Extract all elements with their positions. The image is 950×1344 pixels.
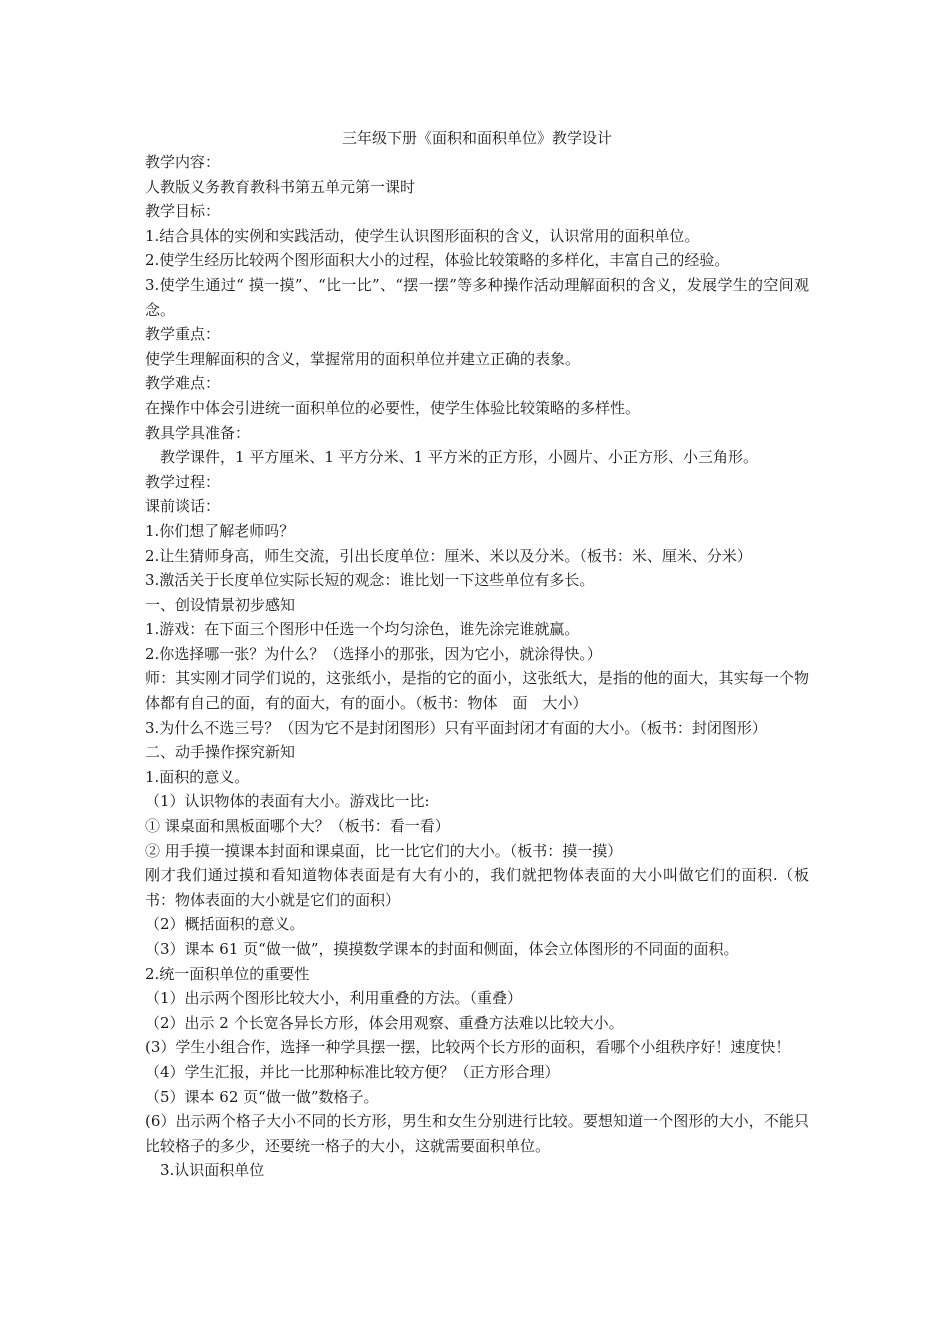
paragraph-line: （1）出示两个图形比较大小，利用重叠的方法。（重叠） <box>145 989 523 1008</box>
paragraph-line: (6）出示两个格子大小不同的长方形，男生和女生分别进行比较。要想知道一个图形的大小，不能只比较格子的多少，还要统一格子的大小，这就需要面积单位。 <box>145 1112 809 1155</box>
paragraph-line: 2.使学生经历比较两个图形面积大小的过程，体验比较策略的多样化，丰富自己的经验。 <box>145 251 730 270</box>
document-title: 三年级下册《面积和面积单位》教学设计 <box>341 129 612 147</box>
paragraph-line: 1.面积的意义。 <box>145 767 250 786</box>
paragraph-line: 教学课件，1 平方厘米、1 平方分米、1 平方米的正方形，小圆片、小正方形、小三角形。 <box>145 448 758 467</box>
paragraph-line: 3.使学生通过“ 摸一摸”、“比一比”、“摆一摆”等多种操作活动理解面积的含义，发展学生的空间观念。 <box>145 275 809 319</box>
paragraph-line: 1.游戏：在下面三个图形中任选一个均匀涂色，谁先涂完谁就赢。 <box>145 620 580 639</box>
paragraph-line: （2）概括面积的意义。 <box>145 915 305 934</box>
paragraph-line: 教学难点： <box>145 374 221 393</box>
paragraph-line: （1）认识物体的表面有大小。游戏比一比: <box>145 792 430 811</box>
paragraph-line: ① 课桌面和黑板面哪个大？（板书：看一看） <box>145 817 450 836</box>
paragraph-line: 教学内容： <box>145 153 221 171</box>
paragraph-line: 3.认识面积单位 <box>145 1161 265 1180</box>
paragraph-line: （2）出示 2 个长宽各异长方形，体会用观察、重叠方法难以比较大小。 <box>145 1013 624 1032</box>
paragraph-line: 二、动手操作探究新知 <box>145 743 296 762</box>
paragraph-line: 教学过程： <box>145 472 221 491</box>
paragraph-line: ② 用手摸一摸课本封面和课桌面，比一比它们的大小。（板书：摸一摸） <box>145 841 623 860</box>
document-body <box>145 150 809 1183</box>
paragraph-line: 使学生理解面积的含义，掌握常用的面积单位并建立正确的表象。 <box>145 349 581 368</box>
paragraph-line: 一、创设情景初步感知 <box>145 595 296 614</box>
paragraph-line: 师：其实刚才同学们说的，这张纸小，是指的它的面小，这张纸大，是指的他的面大，其实每一个物体都有自己的面，有的面大，有的面小。（板书：物体 面 大小） <box>145 669 809 713</box>
paragraph-line: (3）学生小组合作，选择一种学具摆一摆，比较两个长方形的面积，看哪个小组秩序好！速度快！ <box>145 1038 791 1057</box>
paragraph-line: 1.你们想了解老师吗？ <box>145 521 295 540</box>
paragraph-line: 教学目标： <box>145 202 221 221</box>
document-page <box>145 126 809 1183</box>
paragraph-line: 课前谈话： <box>145 497 221 516</box>
paragraph-line: 2.统一面积单位的重要性 <box>145 964 310 983</box>
paragraph-line: 刚才我们通过摸和看知道物体表面是有大有小的，我们就把物体表面的大小叫做它们的面积.（板书：物体表面的大小就是它们的面积） <box>145 866 809 909</box>
paragraph-line: 教学重点： <box>145 325 221 344</box>
paragraph-line: 1.结合具体的实例和实践活动，使学生认识图形面积的含义，认识常用的面积单位。 <box>145 226 700 245</box>
paragraph-line: 2.你选择哪一张？为什么？（选择小的那张，因为它小，就涂得快。） <box>145 644 602 663</box>
paragraph-line: 人教版义务教育教科书第五单元第一课时 <box>145 177 416 196</box>
paragraph-line: 教具学具准备： <box>145 423 251 442</box>
paragraph-line: （3）课本 61 页“做一做”，摸摸数学课本的封面和侧面，体会立体图形的不同面的面积。 <box>145 940 739 958</box>
paragraph-line: 3.为什么不选三号？（因为它不是封闭图形）只有平面封闭才有面的大小。（板书：封闭图形） <box>145 718 767 737</box>
paragraph-line: 在操作中体会引进统一面积单位的必要性，使学生体验比较策略的多样性。 <box>145 398 641 417</box>
paragraph-line: 2.让生猜师身高，师生交流，引出长度单位：厘米、米以及分米。（板书：米、厘米、分米） <box>145 546 752 565</box>
paragraph-line: 3.激活关于长度单位实际长短的观念：谁比划一下这些单位有多长。 <box>145 571 595 590</box>
paragraph-line: （4）学生汇报，并比一比那种标准比较方便？（正方形合理） <box>145 1062 560 1081</box>
paragraph-line: （5）课本 62 页“做一做”数格子。 <box>145 1087 379 1106</box>
